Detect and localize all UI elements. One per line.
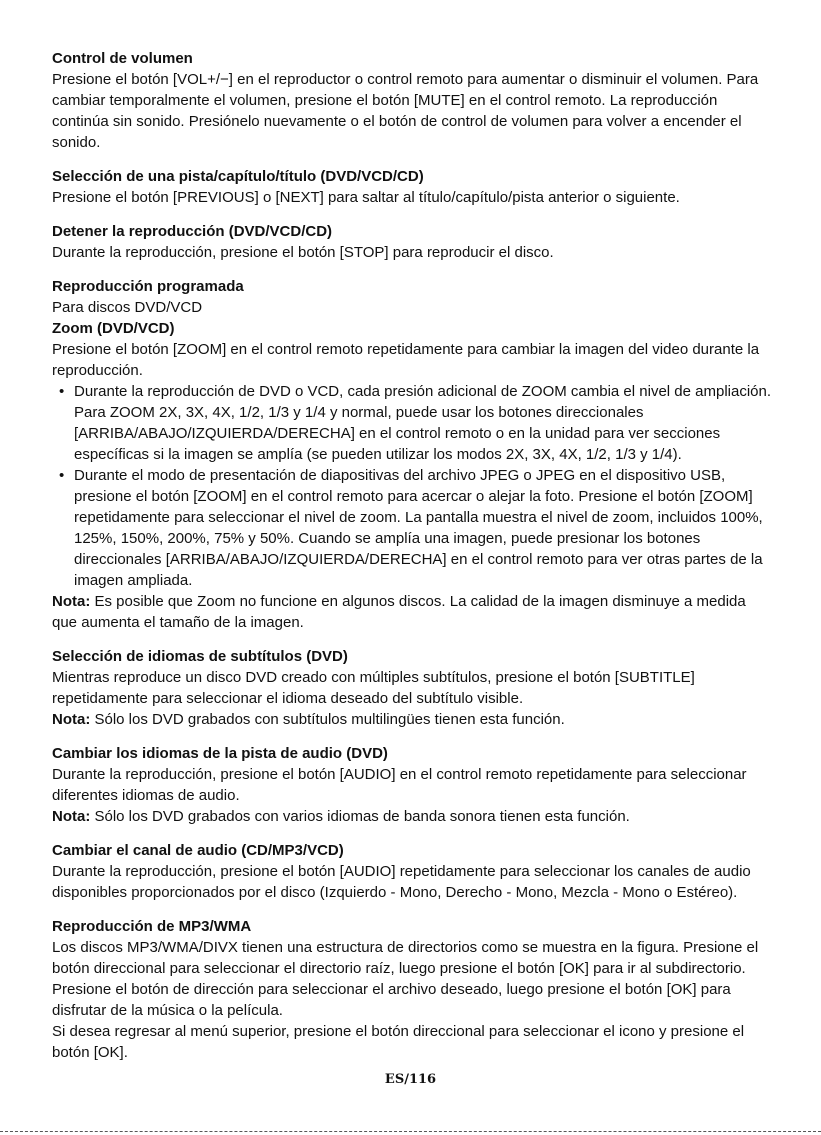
section-track-selection bbox=[52, 166, 772, 208]
section-title: Detener la reproducción (DVD/VCD/CD) bbox=[52, 223, 333, 240]
paragraph: Durante la reproducción, presione el botón [AUDIO] repetidamente para seleccionar los canales de audio disponibles proporcionados por el disco (Izquierdo - Mono, Derecho - Mono, Mezcla - Mono o Estéreo). bbox=[52, 863, 751, 901]
list-item: • Durante la reproducción de DVD o VCD, cada presión adicional de ZOOM cambia el nivel de ampliación. Para ZOOM 2X, 3X, 4X, 1/2, 1/3 y 1/4 y normal, puede usar los botones direccionales [ARRIBA/ABAJO/IZQUIERDA/DERECHA] en el control remoto o en la unidad para ver secciones específicas si la imagen se amplía (se pueden utilizar los modos 2X, 3X, 4X, 1/2, 1/3 y 1/4). bbox=[74, 381, 772, 465]
section-title: Cambiar los idiomas de la pista de audio (DVD) bbox=[52, 745, 388, 762]
section-title: Selección de una pista/capítulo/título (DVD/VCD/CD) bbox=[52, 168, 424, 185]
subsection-title-zoom: Zoom (DVD/VCD) bbox=[52, 320, 175, 337]
paragraph: Si desea regresar al menú superior, presione el botón direccional para seleccionar el icono y presione el botón [OK]. bbox=[52, 1023, 745, 1061]
paragraph: Durante la reproducción, presione el botón [STOP] para reproducir el disco. bbox=[52, 244, 554, 261]
section-title: Reproducción de MP3/WMA bbox=[52, 918, 252, 935]
note-label: Nota: bbox=[52, 808, 91, 825]
section-title: Control de volumen bbox=[52, 50, 193, 67]
section-title: Cambiar el canal de audio (CD/MP3/VCD) bbox=[52, 842, 344, 859]
section-programmed-playback bbox=[52, 276, 772, 633]
paragraph: Presione el botón [VOL+/−] en el reproductor o control remoto para aumentar o disminuir el volumen. Para cambiar temporalmente el volumen, presione el botón [MUTE] en el control remoto. La reproducción continúa sin sonido. Presiónelo nuevamente o el botón de control de volumen para volver a encender el sonido. bbox=[52, 71, 759, 151]
manual-page bbox=[52, 48, 772, 1076]
section-subtitles bbox=[52, 646, 772, 730]
paragraph: Presione el botón [PREVIOUS] o [NEXT] para saltar al título/capítulo/pista anterior o siguiente. bbox=[52, 189, 680, 206]
page-number: ES/116 bbox=[384, 1072, 437, 1087]
section-mp3-wma bbox=[52, 916, 772, 1063]
note-text: Es posible que Zoom no funcione en algunos discos. La calidad de la imagen disminuye a medida que aumenta el tamaño de la imagen. bbox=[52, 593, 746, 631]
note-label: Nota: bbox=[52, 593, 91, 610]
note-text: Sólo los DVD grabados con varios idiomas de banda sonora tienen esta función. bbox=[90, 808, 630, 825]
section-title: Reproducción programada bbox=[52, 278, 244, 295]
section-stop bbox=[52, 221, 772, 263]
paragraph: Durante la reproducción, presione el botón [AUDIO] en el control remoto repetidamente para seleccionar diferentes idiomas de audio. bbox=[52, 766, 747, 804]
section-audio-language bbox=[52, 743, 772, 827]
paragraph: Mientras reproduce un disco DVD creado con múltiples subtítulos, presione el botón [SUBTITLE] repetidamente para seleccionar el idioma deseado del subtítulo visible. bbox=[52, 669, 695, 707]
bottom-divider bbox=[0, 1131, 821, 1132]
paragraph: Los discos MP3/WMA/DIVX tienen una estructura de directorios como se muestra en la figura. Presione el botón direccional para seleccionar el directorio raíz, luego presione el botón [OK] para ir al subdirectorio. Presione el botón de dirección para seleccionar el archivo deseado, luego presione el botón [OK] para disfrutar de la música o la película. bbox=[52, 939, 759, 1019]
paragraph: Presione el botón [ZOOM] en el control remoto repetidamente para cambiar la imagen del video durante la reproducción. bbox=[52, 341, 760, 379]
note bbox=[52, 591, 772, 633]
note bbox=[52, 806, 772, 827]
paragraph: Para discos DVD/VCD bbox=[52, 299, 203, 316]
note-text: Sólo los DVD grabados con subtítulos multilingües tienen esta función. bbox=[90, 711, 565, 728]
section-title: Selección de idiomas de subtítulos (DVD) bbox=[52, 648, 348, 665]
section-volume bbox=[52, 48, 772, 153]
list-item: • Durante el modo de presentación de diapositivas del archivo JPEG o JPEG en el dispositivo USB, presione el botón [ZOOM] en el control remoto para acercar o alejar la foto. Presione el botón [ZOOM] repetidamente para seleccionar el nivel de zoom. La pantalla muestra el nivel de zoom, incluidos 100%, 125%, 150%, 200%, 75% y 50%. Cuando se amplía una imagen, puede presionar los botones direccionales [ARRIBA/ABAJO/IZQUIERDA/DERECHA] en el control remoto para ver otras partes de la imagen ampliada. bbox=[74, 465, 772, 591]
section-audio-channel bbox=[52, 840, 772, 903]
bullet-list bbox=[52, 381, 772, 591]
note bbox=[52, 709, 772, 730]
note-label: Nota: bbox=[52, 711, 91, 728]
